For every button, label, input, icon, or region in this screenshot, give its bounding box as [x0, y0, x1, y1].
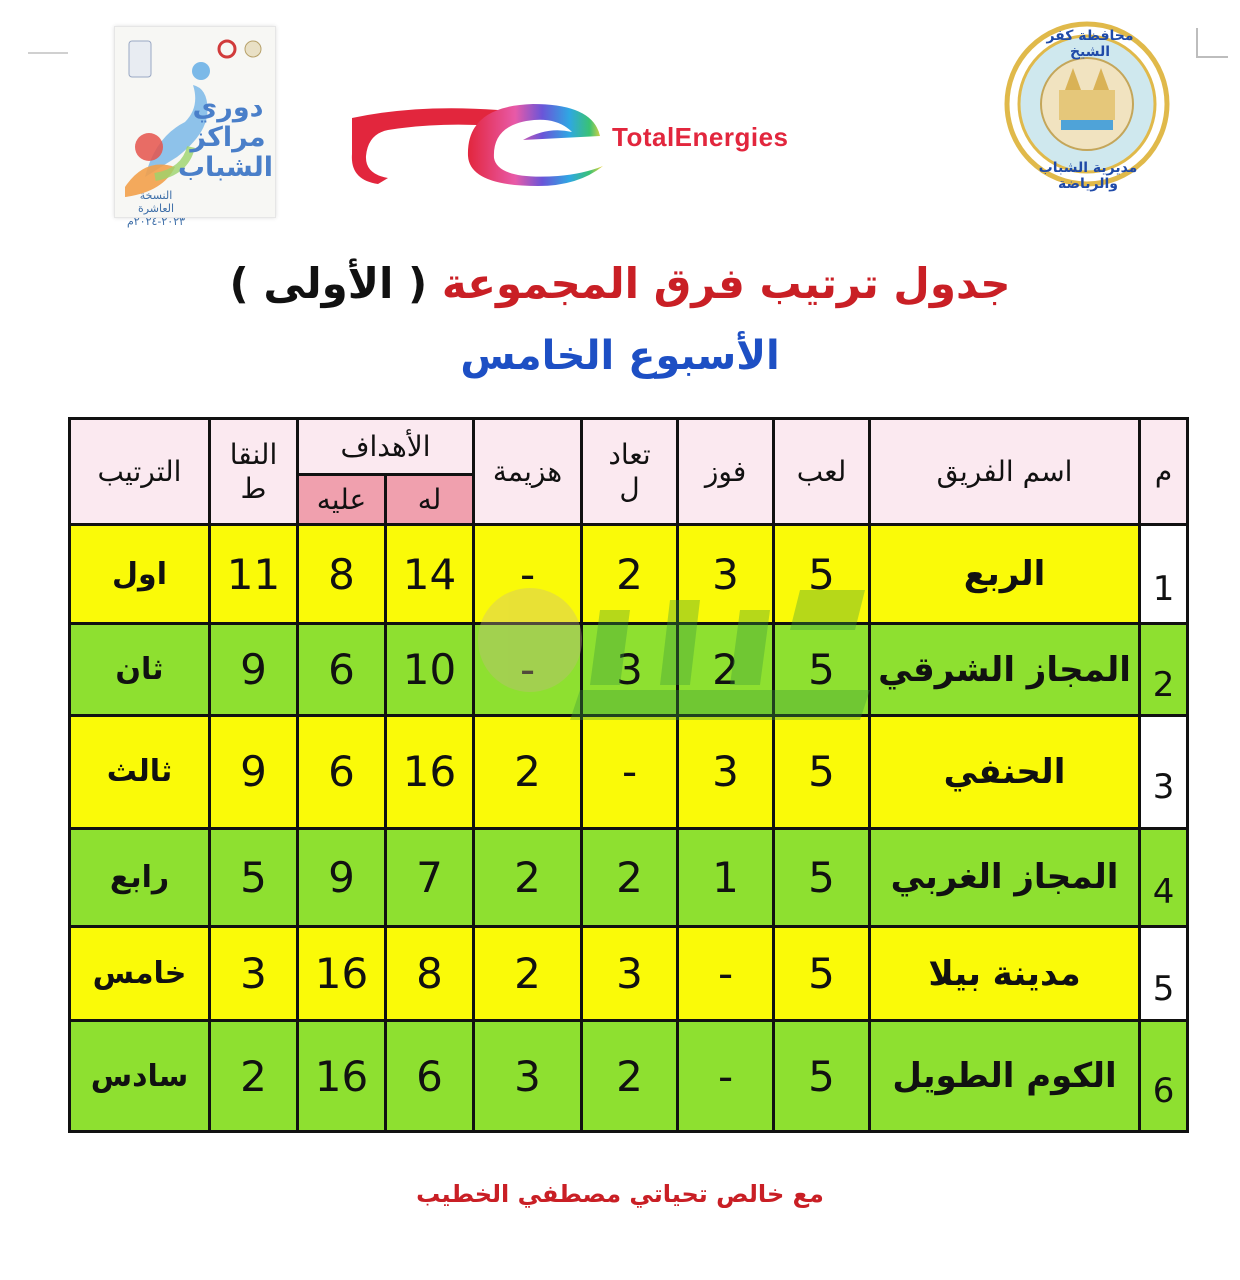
rank-cell: خامس — [70, 927, 210, 1021]
team-name: مدينة بيلا — [870, 927, 1140, 1021]
goals-for-cell: 16 — [386, 716, 474, 828]
won-cell: - — [678, 927, 774, 1021]
team-name: المجاز الشرقي — [870, 623, 1140, 715]
row-index: 5 — [1140, 927, 1188, 1021]
drawn-cell: 2 — [582, 1021, 678, 1132]
goals-for-cell: 6 — [386, 1021, 474, 1132]
header-rank: الترتيب — [70, 419, 210, 525]
points-cell: 5 — [210, 828, 298, 926]
played-cell: 5 — [774, 927, 870, 1021]
goals-against-cell: 16 — [298, 927, 386, 1021]
standings-table — [68, 417, 1189, 1133]
won-cell: 3 — [678, 525, 774, 623]
played-cell: 5 — [774, 623, 870, 715]
header-row — [70, 419, 1188, 475]
header-drawn-line1: تعاد — [608, 437, 651, 471]
goals-for-cell: 14 — [386, 525, 474, 623]
header-drawn — [582, 419, 678, 525]
goals-against-cell: 9 — [298, 828, 386, 926]
lost-cell: 2 — [474, 828, 582, 926]
lost-cell: 2 — [474, 716, 582, 828]
rank-cell: ثان — [70, 623, 210, 715]
page-title — [200, 252, 1040, 316]
drawn-cell: - — [582, 716, 678, 828]
goals-against-cell: 6 — [298, 716, 386, 828]
won-cell: 3 — [678, 716, 774, 828]
group-name: ( الأولى ) — [229, 259, 428, 308]
table-row — [70, 1021, 1188, 1132]
header-goals-for: له — [386, 475, 474, 525]
team-name: المجاز الغربي — [870, 828, 1140, 926]
sponsor-brand-name: TotalEnergies — [612, 122, 789, 152]
goals-for-cell: 7 — [386, 828, 474, 926]
drawn-cell: 3 — [582, 623, 678, 715]
header-won: فوز — [678, 419, 774, 525]
header-index: م — [1140, 419, 1188, 525]
points-cell: 11 — [210, 525, 298, 623]
row-index: 1 — [1140, 525, 1188, 623]
won-cell: 2 — [678, 623, 774, 715]
footer-thanks: مع خالص تحياتي مصطفي الخطيب — [416, 1180, 824, 1208]
league-logo — [114, 26, 276, 228]
goals-against-cell: 16 — [298, 1021, 386, 1132]
won-cell: 1 — [678, 828, 774, 926]
points-cell: 9 — [210, 716, 298, 828]
header-team: اسم الفريق — [870, 419, 1140, 525]
points-cell: 3 — [210, 927, 298, 1021]
table-row — [70, 716, 1188, 828]
team-name: الحنفي — [870, 716, 1140, 828]
row-index: 4 — [1140, 828, 1188, 926]
drawn-cell: 3 — [582, 927, 678, 1021]
goals-for-cell: 10 — [386, 623, 474, 715]
header-goals-against: عليه — [298, 475, 386, 525]
table-row — [70, 525, 1188, 623]
played-cell: 5 — [774, 1021, 870, 1132]
seal-bottom-text: مديرية الشباب والرياضة — [1038, 160, 1138, 192]
played-cell: 5 — [774, 525, 870, 623]
corner-crop-mark — [1196, 28, 1228, 58]
won-cell: - — [678, 1021, 774, 1132]
lost-cell: 3 — [474, 1021, 582, 1132]
rank-cell: ثالث — [70, 716, 210, 828]
points-cell: 9 — [210, 623, 298, 715]
rank-cell: اول — [70, 525, 210, 623]
rank-cell: رابع — [70, 828, 210, 926]
table-row — [70, 623, 1188, 715]
lost-cell: - — [474, 623, 582, 715]
header-played: لعب — [774, 419, 870, 525]
points-cell: 2 — [210, 1021, 298, 1132]
team-name: الربع — [870, 525, 1140, 623]
league-logo-edition: النسخة العاشرة ٢٠٢٣-٢٠٢٤م — [126, 189, 186, 228]
row-index: 6 — [1140, 1021, 1188, 1132]
team-name: الكوم الطويل — [870, 1021, 1140, 1132]
lost-cell: - — [474, 525, 582, 623]
goals-for-cell: 8 — [386, 927, 474, 1021]
drawn-cell: 2 — [582, 828, 678, 926]
header-lost: هزيمة — [474, 419, 582, 525]
header-goals: الأهداف — [298, 419, 474, 475]
table-row — [70, 927, 1188, 1021]
week-title: الأسبوع الخامس — [460, 333, 780, 379]
header-drawn-line2: ل — [619, 471, 640, 505]
page-title-text: جدول ترتيب فرق المجموعة — [441, 259, 1011, 308]
goals-against-cell: 8 — [298, 525, 386, 623]
seal-top-text: محافظة كفر الشيخ — [1046, 28, 1134, 60]
drawn-cell: 2 — [582, 525, 678, 623]
header-points-line2: ط — [240, 471, 267, 505]
header-points — [210, 419, 298, 525]
played-cell: 5 — [774, 828, 870, 926]
played-cell: 5 — [774, 716, 870, 828]
lost-cell: 2 — [474, 927, 582, 1021]
row-index: 3 — [1140, 716, 1188, 828]
corner-dash-mark — [28, 52, 68, 54]
row-index: 2 — [1140, 623, 1188, 715]
totalenergies-logo-icon — [348, 96, 610, 186]
header-points-line1: النقا — [229, 437, 278, 471]
table-row — [70, 828, 1188, 926]
league-logo-title: دوري مراكز الشباب — [177, 92, 273, 183]
rank-cell: سادس — [70, 1021, 210, 1132]
goals-against-cell: 6 — [298, 623, 386, 715]
